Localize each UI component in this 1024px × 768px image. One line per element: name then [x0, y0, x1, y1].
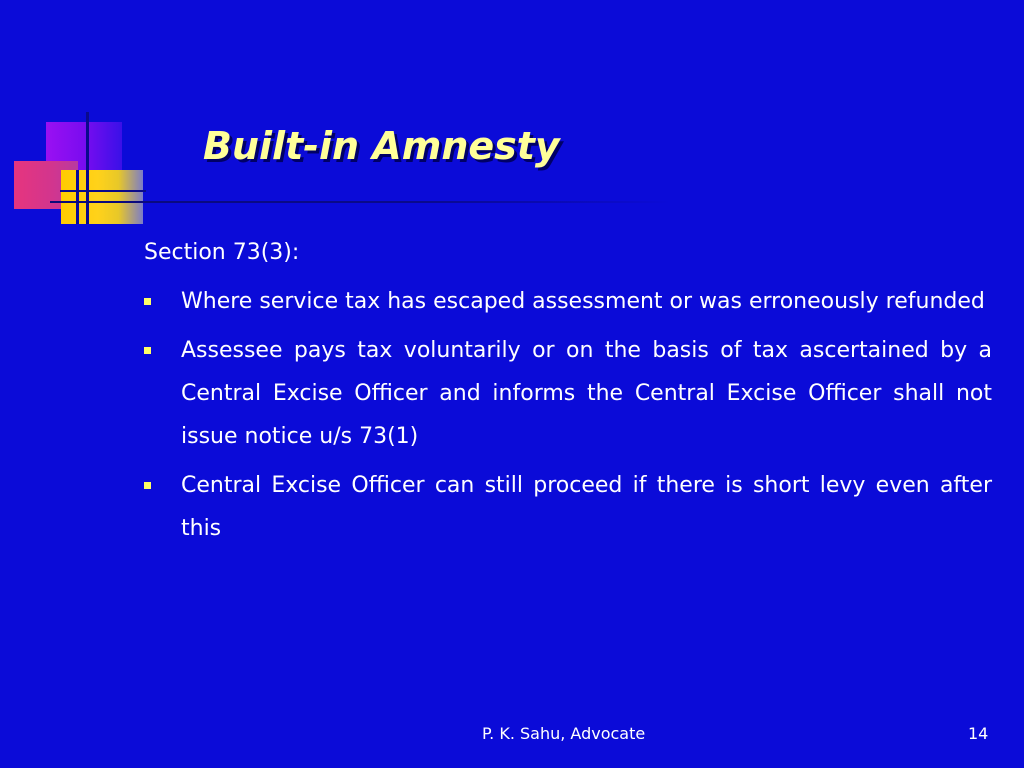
horizontal-divider-line	[60, 190, 146, 192]
slide-title: Built-in Amnesty	[203, 124, 560, 168]
vertical-divider-line	[76, 170, 79, 224]
bullet-list	[144, 280, 992, 550]
square-bullet-icon	[144, 347, 151, 354]
bullet-text: Assessee pays tax voluntarily or on the basis of tax ascertained by a Central Excise Officer and informs the Central Excise Officer shall not issue notice u/s 73(1)	[181, 338, 992, 449]
bullet-item	[144, 329, 992, 458]
section-label: Section 73(3):	[144, 240, 300, 265]
page-number: 14	[968, 724, 989, 743]
yellow-square-decoration	[61, 170, 143, 224]
slide-body	[144, 234, 992, 556]
bullet-item	[144, 464, 992, 550]
footer-author: P. K. Sahu, Advocate	[482, 724, 646, 743]
vertical-divider-line	[86, 112, 89, 224]
title-underline	[50, 201, 670, 203]
bullet-text: Where service tax has escaped assessment or was erroneously refunded	[181, 289, 985, 314]
bullet-item	[144, 280, 992, 323]
square-bullet-icon	[144, 298, 151, 305]
square-bullet-icon	[144, 482, 151, 489]
bullet-text: Central Excise Officer can still proceed if there is short levy even after this	[181, 473, 992, 541]
